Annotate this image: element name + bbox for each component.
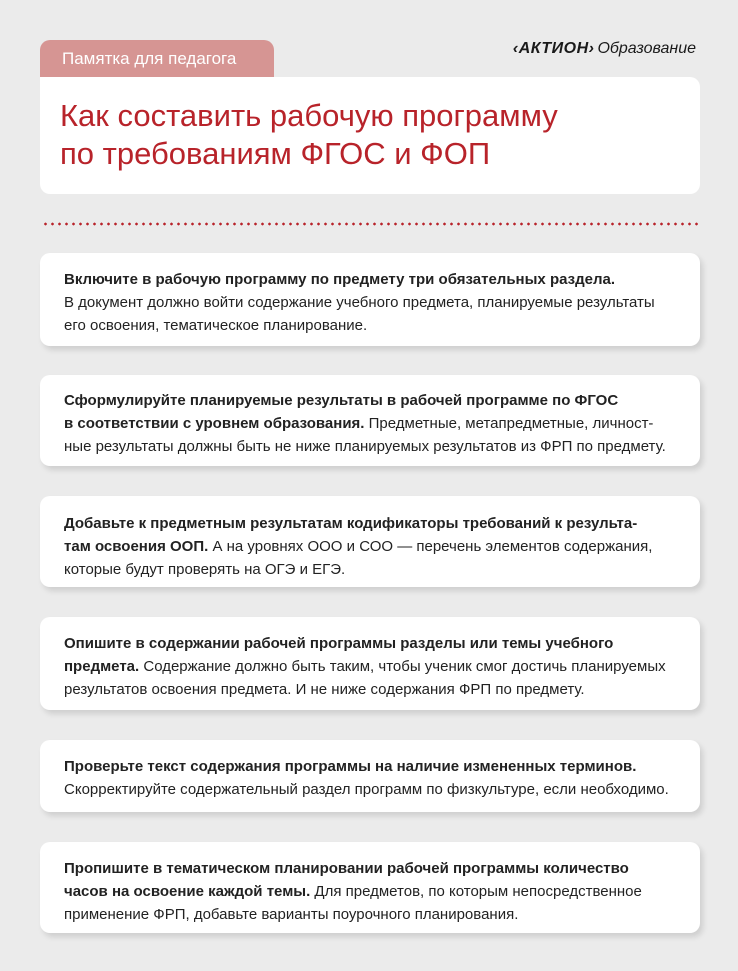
step-2-line-3: ные результаты должны быть не ниже планируемых результатов из ФРП по предмету. xyxy=(64,438,666,455)
title-line-2: по требованиям ФГОС и ФОП xyxy=(60,136,491,171)
step-4-line-2: предмета. Содержание должно быть таким, чтобы ученик смог достичь планируемых xyxy=(64,658,666,675)
step-3-line-1: Добавьте к предметным результатам кодификаторы требований к результа- xyxy=(64,515,638,532)
step-6-line-3: применение ФРП, добавьте варианты поурочного планирования. xyxy=(64,906,519,923)
step-1-line-1: Включите в рабочую программу по предмету три обязательных раздела. xyxy=(64,271,615,288)
page-title xyxy=(60,97,700,173)
brand-mark: ‹АКТИОН› xyxy=(512,40,595,57)
step-1-line-3: его освоения, тематическое планирование. xyxy=(64,317,368,334)
step-5-line-1: Проверьте текст содержания программы на наличие измененных терминов. xyxy=(64,758,637,775)
step-4-line-1: Опишите в содержании рабочей программы разделы или темы учебного xyxy=(64,635,614,652)
step-3-line-3: которые будут проверять на ОГЭ и ЕГЭ. xyxy=(64,561,346,578)
title-line-1: Как составить рабочую программу xyxy=(60,98,558,133)
step-card-4 xyxy=(40,617,700,710)
step-1-line-2: В документ должно войти содержание учебного предмета, планируемые результаты xyxy=(64,294,655,311)
dotted-divider xyxy=(42,222,698,226)
memo-tag: Памятка для педагога xyxy=(40,40,274,78)
step-5-line-2: Скорректируйте содержательный раздел программ по физкультуре, если необходимо. xyxy=(64,781,669,798)
step-card-2 xyxy=(40,375,700,466)
step-2-line-1: Сформулируйте планируемые результаты в рабочей программе по ФГОС xyxy=(64,392,619,409)
brand-sub: Образование xyxy=(597,40,696,57)
brand-logo xyxy=(513,40,696,60)
step-2-line-2: в соответствии с уровнем образования. Предметные, метапредметные, личност- xyxy=(64,415,654,432)
step-card-5 xyxy=(40,740,700,812)
step-6-line-2: часов на освоение каждой темы. Для предметов, по которым непосредственное xyxy=(64,883,642,900)
step-6-line-1: Пропишите в тематическом планировании рабочей программы количество xyxy=(64,860,629,877)
step-card-6 xyxy=(40,842,700,933)
step-3-line-2: там освоения ООП. А на уровнях ООО и СОО — перечень элементов содержания, xyxy=(64,538,653,555)
header-card xyxy=(40,77,700,194)
step-4-line-3: результатов освоения предмета. И не ниже содержания ФРП по предмету. xyxy=(64,681,585,698)
step-card-3 xyxy=(40,496,700,587)
step-card-1 xyxy=(40,253,700,346)
